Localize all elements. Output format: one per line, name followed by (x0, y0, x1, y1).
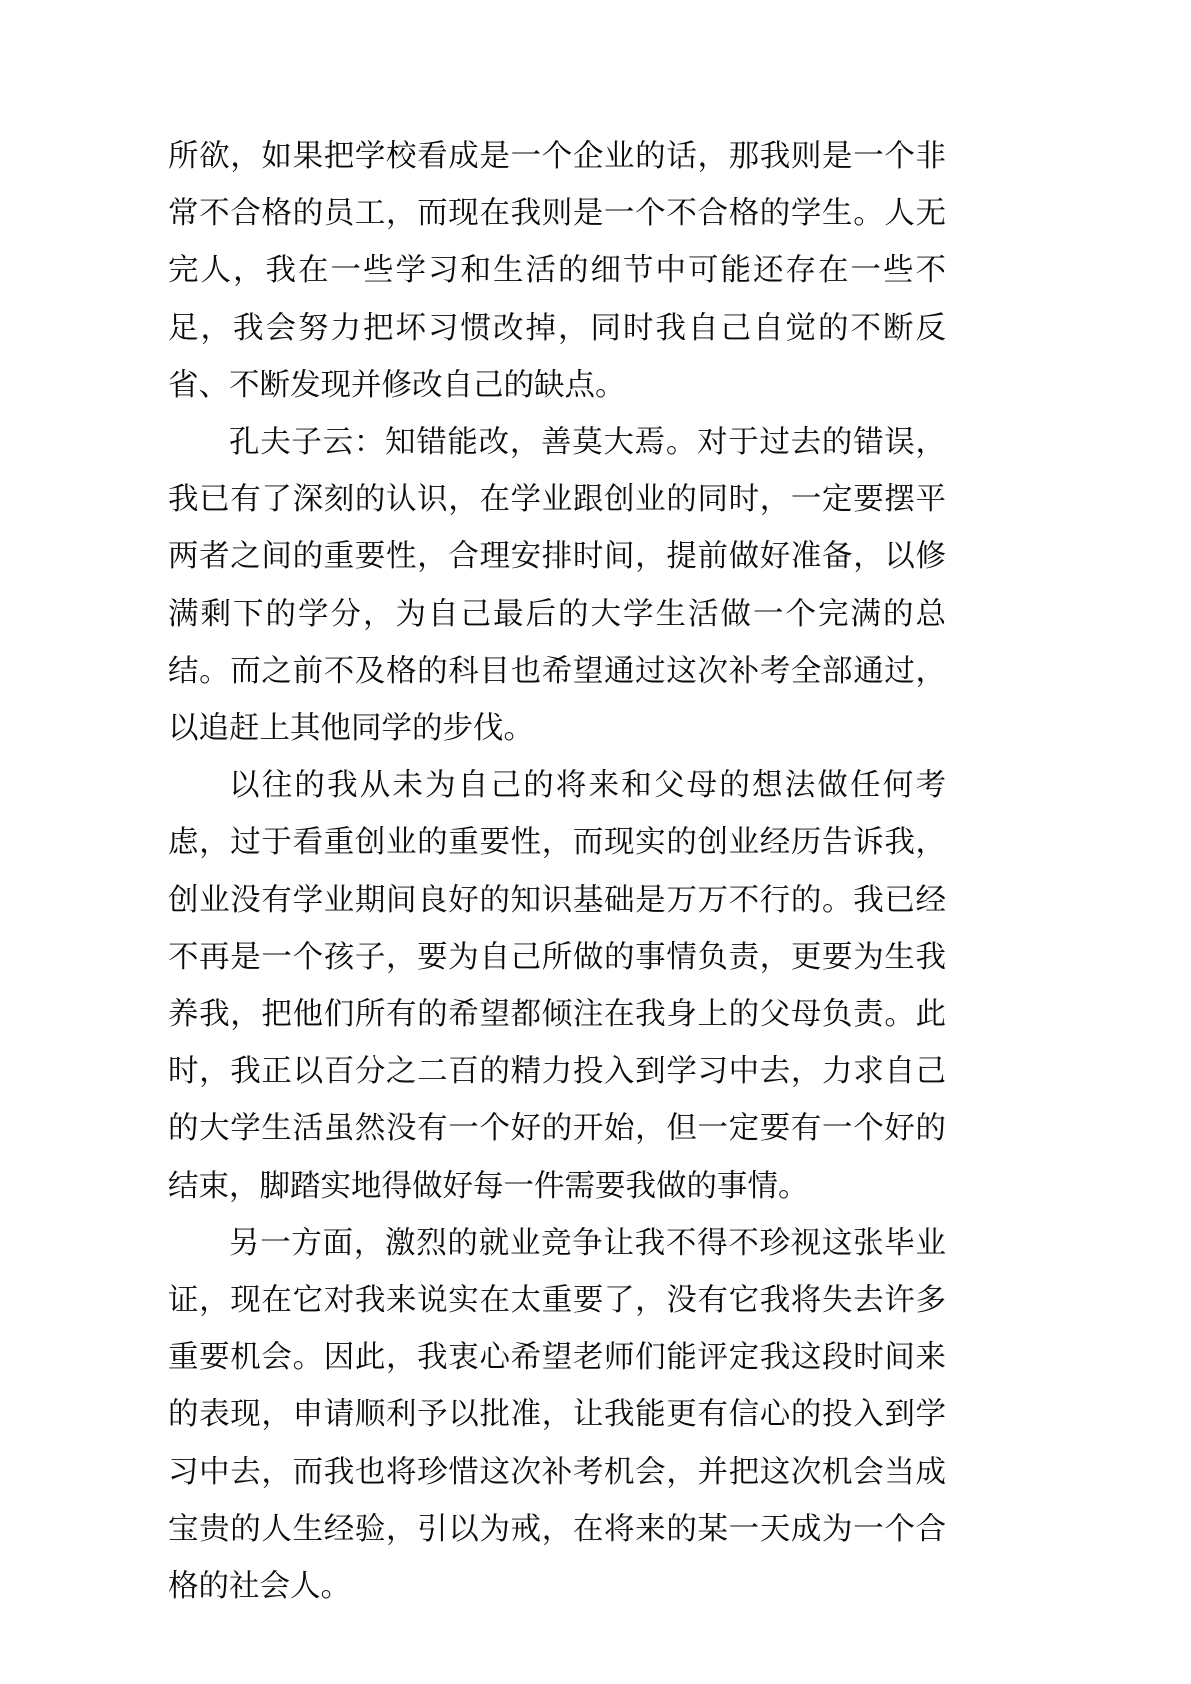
paragraph-2: 孔夫子云：知错能改，善莫大焉。对于过去的错误，我已有了深刻的认识，在学业跟创业的同时，一定要摆平两者之间的重要性，合理安排时间，提前做好准备，以修满剩下的学分，为自己最后的大学生活做一个完满的总结。而之前不及格的科目也希望通过这次补考全部通过，以追赶上其他同学的步伐。 (168, 425, 946, 747)
paragraph-4: 另一方面，激烈的就业竞争让我不得不珍视这张毕业证，现在它对我来说实在太重要了，没有它我将失去许多重要机会。因此，我衷心希望老师们能评定我这段时间来的表现，申请顺利予以批准，让我能更有信心的投入到学习中去，而我也将珍惜这次补考机会，并把这次机会当成宝贵的人生经验，引以为戒，在将来的某一天成为一个合格的社会人。 (168, 1225, 946, 1605)
document-text-body (168, 128, 946, 1615)
paragraph-1: 所欲，如果把学校看成是一个企业的话，那我则是一个非常不合格的员工，而现在我则是一个不合格的学生。人无完人，我在一些学习和生活的细节中可能还存在一些不足，我会努力把坏习惯改掉，同时我自己自觉的不断反省、不断发现并修改自己的缺点。 (168, 139, 946, 403)
paragraph-3: 以往的我从未为自己的将来和父母的想法做任何考虑，过于看重创业的重要性，而现实的创业经历告诉我，创业没有学业期间良好的知识基础是万万不行的。我已经不再是一个孩子，要为自己所做的事情负责，更要为生我养我，把他们所有的希望都倾注在我身上的父母负责。此时，我正以百分之二百的精力投入到学习中去，力求自己的大学生活虽然没有一个好的开始，但一定要有一个好的结束，脚踏实地得做好每一件需要我做的事情。 (168, 768, 946, 1204)
